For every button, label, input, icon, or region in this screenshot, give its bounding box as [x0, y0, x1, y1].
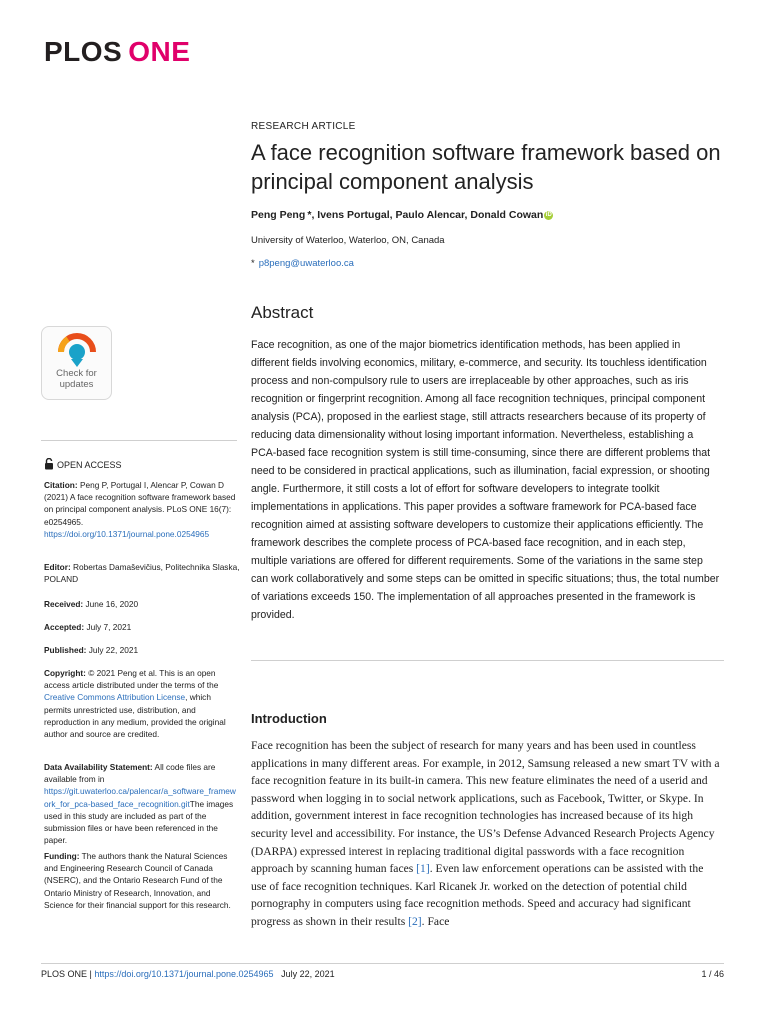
- funding-label: Funding:: [44, 851, 80, 861]
- abstract-divider: [251, 660, 724, 661]
- citation-block: [44, 479, 240, 540]
- badge-line-2: updates: [59, 378, 94, 390]
- citation-doi-link[interactable]: https://doi.org/10.1371/journal.pone.0254965: [44, 528, 210, 539]
- orcid-icon[interactable]: iD: [545, 211, 552, 218]
- repository-link[interactable]: https://git.uwaterloo.ca/palencar/a_software_framework_for_pca-based_face_recognition.git: [44, 786, 236, 809]
- published-date: July 22, 2021: [88, 645, 139, 655]
- reference-link-1[interactable]: [1]: [416, 862, 430, 876]
- received-label: Received:: [44, 599, 84, 609]
- logo-one: ONE: [128, 36, 191, 67]
- introduction-text: [251, 737, 721, 931]
- intro-part-1: Face recognition has been the subject of research for many years and has been used in countless applications in many different areas. For example, in 2012, Samsung released a new smart TV with a face recognition feature in its built-in camera. This new feature eliminates the need of a userid and password when logging in to social network applications, such as Facebook, Twitter, or Skype. In addition, government interest in face recognition technologies has increased because of its high security level and accessibility. For instance, the US’s Defense Advanced Research Projects Agency (DARPA) expressed interest in replacing traditional digital passwords with a face recognition approach by scanning human faces: [251, 739, 720, 876]
- abstract-text: Face recognition, as one of the major biometrics identification methods, has been applied in different fields involving economics, military, e-commerce, and security. Its touchless identification process and non-compulsory rule to users are irreplaceable by other approaches, such as iris recognition or fingerprint recognition. Among all face recognition techniques, principal component analysis (PCA), proposed in the earliest stage, still attracts researchers because of its property of reducing data dimensionality without losing important information. Nevertheless, establishing a PCA-based face recognition system is still time-consuming, since there are different problems that need to be considered in practical applications, such as illumination, facial expression, or shooting angle. Furthermore, it still costs a lot of effort for software developers to integrate toolkit implementations in applications. This paper provides a software framework for PCA-based face recognition aimed at assisting software developers to customize their applications efficiently. The framework describes the complete process of PCA-based face recognition, and in each step, multiple variations are offered for different requirements. Some of the variations in the same step can work collaboratively and some steps can be omitted in specific situations; thus, the total number of variations exceeds 150. The implementation of all approaches presented in the framework is provided.: [251, 339, 720, 621]
- copyright-text-2: , which permits unrestricted use, distribution, and reproduction in any medium, provided the original author and source are credited.: [44, 692, 226, 740]
- open-access-text: OPEN ACCESS: [57, 460, 122, 470]
- corresponding-email: [251, 258, 354, 269]
- editor-block: [44, 561, 240, 585]
- published-block: [44, 644, 240, 656]
- received-block: [44, 598, 240, 610]
- citation-label: Citation:: [44, 480, 78, 490]
- sidebar-divider: [41, 440, 237, 441]
- page-footer: [41, 969, 335, 979]
- editor-text: Robertas Damaševičius, Politechnika Slaska, POLAND: [44, 562, 240, 585]
- data-availability-block: [44, 761, 240, 846]
- accepted-date: July 7, 2021: [86, 622, 132, 632]
- footer-journal: PLOS ONE: [41, 969, 88, 979]
- footer-doi-link[interactable]: https://doi.org/10.1371/journal.pone.0254965: [94, 969, 274, 979]
- funding-text: The authors thank the Natural Sciences and Engineering Research Council of Canada (NSERC), and the Ontario Research Fund of the Ontario Ministry of Research, Innovation, and Science for their financial support for this research.: [44, 851, 231, 910]
- email-star: *: [251, 258, 255, 269]
- email-link[interactable]: p8peng@uwaterloo.ca: [258, 258, 354, 269]
- page-number: 1 / 46: [701, 969, 724, 979]
- logo-plos: PLOS: [44, 36, 123, 67]
- check-for-updates-badge[interactable]: [41, 326, 112, 400]
- accepted-block: [44, 621, 240, 633]
- data-availability-text-2: The images used in this study are included as part of the submission files or have been referenced in the paper.: [44, 798, 234, 846]
- affiliation: University of Waterloo, Waterloo, ON, Canada: [251, 235, 445, 246]
- introduction-heading: Introduction: [251, 711, 327, 726]
- received-date: June 16, 2020: [85, 599, 139, 609]
- check-updates-icon: [58, 333, 96, 369]
- footer-divider: [41, 963, 724, 964]
- copyright-label: Copyright:: [44, 668, 86, 678]
- citation-text: Peng P, Portugal I, Alencar P, Cowan D (2021) A face recognition software framework based on principal component analysis. PLoS ONE 16(7): e0254965.: [44, 480, 236, 527]
- article-title: A face recognition software framework based on principal component analysis: [251, 140, 721, 194]
- badge-line-1: Check for: [56, 368, 97, 379]
- journal-logo: [44, 36, 190, 68]
- funding-block: [44, 850, 240, 911]
- open-access-label: [44, 458, 122, 470]
- accepted-label: Accepted:: [44, 622, 85, 632]
- copyright-block: [44, 667, 240, 740]
- editor-label: Editor:: [44, 562, 71, 572]
- license-link[interactable]: Creative Commons Attribution License: [44, 692, 186, 703]
- badge-label: [42, 369, 111, 390]
- footer-date: July 22, 2021: [281, 969, 335, 979]
- abstract-heading: Abstract: [251, 303, 314, 322]
- data-availability-text-1: All code files are available from in: [44, 762, 216, 785]
- open-lock-icon: [44, 458, 54, 470]
- article-type: RESEARCH ARTICLE: [251, 121, 356, 132]
- reference-link-2[interactable]: [2]: [408, 914, 422, 928]
- authors-text: Peng Peng *, Ivens Portugal, Paulo Alencar, Donald Cowan: [251, 209, 544, 221]
- footer-separator: |: [89, 969, 92, 979]
- intro-part-3: . Face: [421, 914, 450, 928]
- author-list: [251, 209, 553, 221]
- published-label: Published:: [44, 645, 87, 655]
- intro-part-2: . Even law enforcement operations can be assisted with the use of face recognition techniques. Karl Ricanek Jr. worked on the detection of potential child pornography in computers using face recognition methods. Speed and accuracy had significant progress as shown in their results: [251, 862, 704, 928]
- copyright-text-1: © 2021 Peng et al. This is an open access article distributed under the terms of the: [44, 668, 219, 691]
- data-availability-label: Data Availability Statement:: [44, 762, 153, 772]
